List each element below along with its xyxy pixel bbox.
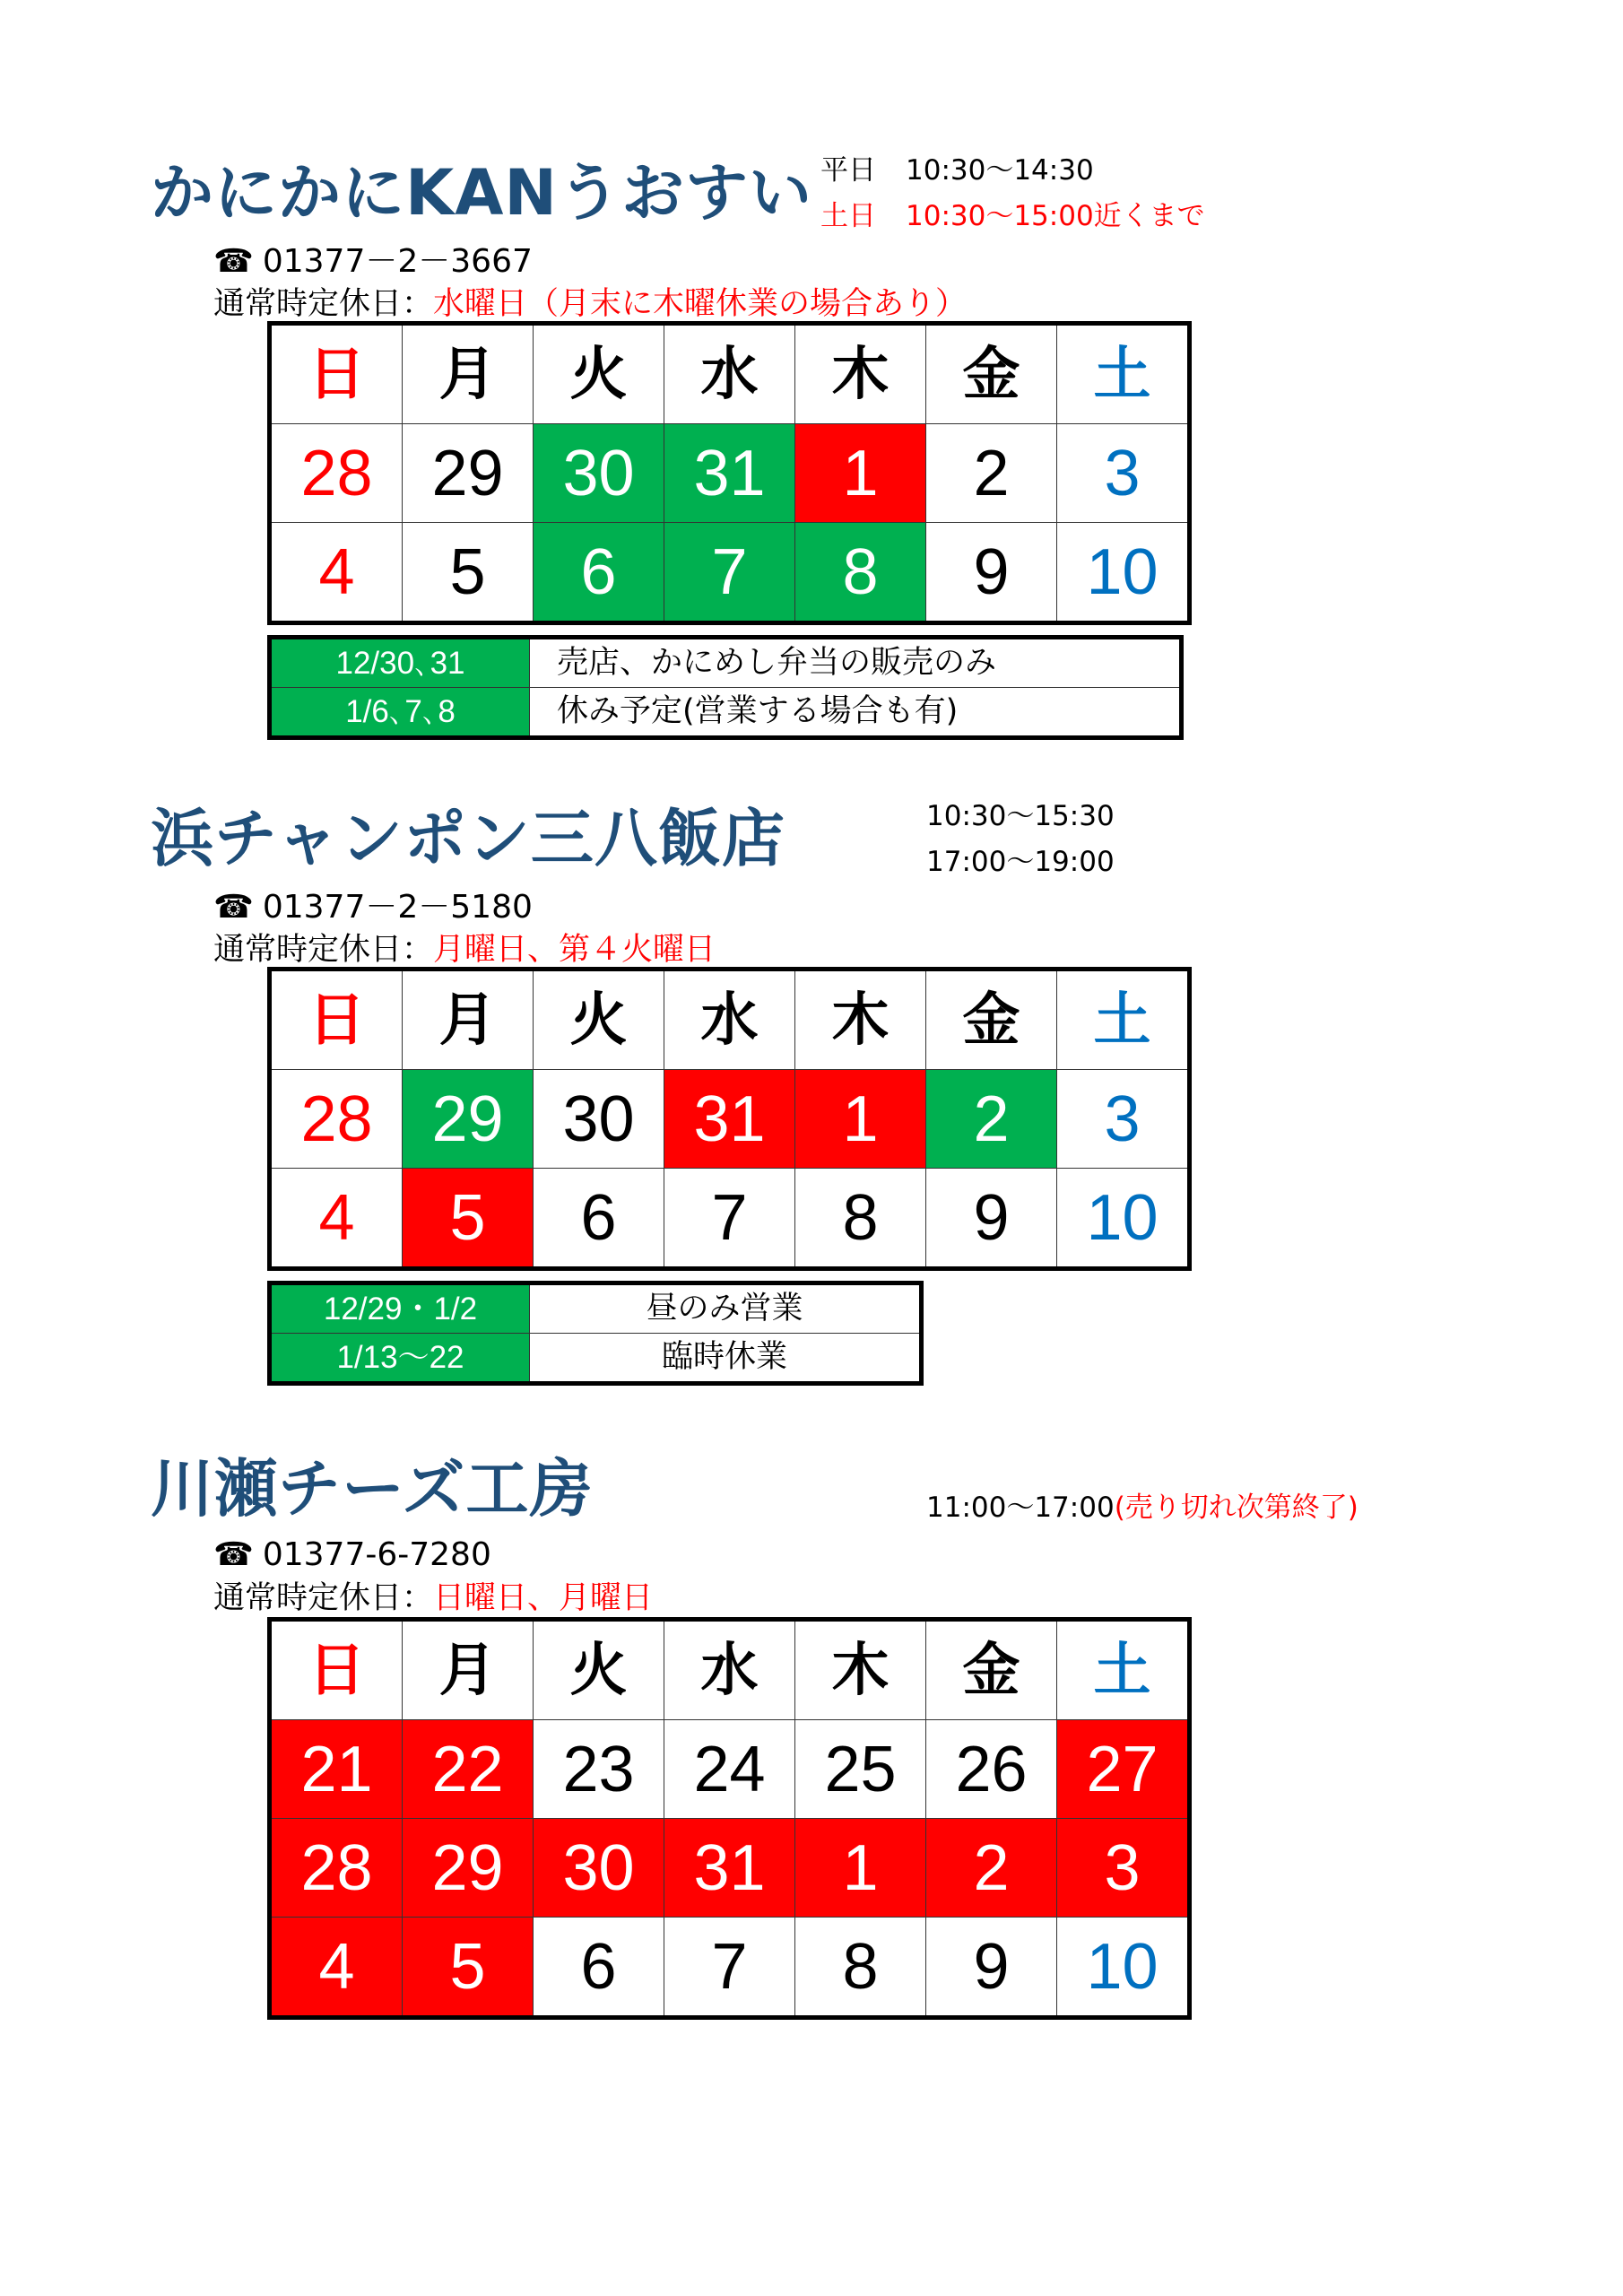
date-cell-closed: 2 — [926, 1819, 1057, 1918]
weekday-header: 土 — [1057, 324, 1190, 424]
date-cell-special: 7 — [664, 523, 795, 623]
telephone-icon: ☎ — [213, 1536, 254, 1573]
holiday-label: 通常時定休日： — [213, 286, 434, 322]
weekday-header: 木 — [795, 1620, 926, 1720]
weekday-header: 水 — [664, 970, 795, 1070]
calendar-week-row — [270, 1720, 1190, 1819]
notes-table — [267, 635, 1184, 740]
calendar-week-row — [270, 1819, 1190, 1918]
date-cell: 4 — [270, 1169, 403, 1269]
regular-holiday — [213, 1580, 654, 1616]
hours-weekend — [820, 200, 1205, 232]
phone-line — [213, 891, 533, 924]
hours-time: 10:30～15:00近くまで — [906, 200, 1205, 232]
date-cell-closed: 28 — [270, 1819, 403, 1918]
note-dates: 12/30､31 — [270, 638, 530, 688]
telephone-icon: ☎ — [213, 889, 254, 926]
date-cell-closed: 5 — [403, 1918, 534, 2018]
note-row — [270, 638, 1182, 688]
calendar-week-row — [270, 424, 1190, 523]
date-cell-closed: 3 — [1057, 1819, 1190, 1918]
phone-line — [213, 243, 533, 280]
date-cell: 24 — [664, 1720, 795, 1819]
weekday-header: 火 — [534, 970, 664, 1070]
date-cell: 2 — [926, 424, 1057, 523]
weekday-header: 日 — [270, 970, 403, 1070]
shop-title: 川瀬チーズ工房 — [151, 1452, 594, 1526]
phone-number: 01377－2－5180 — [262, 889, 533, 926]
hours-note: (売り切れ次第終了) — [1114, 1492, 1358, 1524]
note-text: 売店、かにめし弁当の販売のみ — [530, 638, 1182, 688]
calendar-week-row — [270, 1918, 1190, 2018]
holiday-value: 水曜日（月末に木曜休業の場合あり） — [433, 286, 968, 322]
date-cell: 3 — [1057, 424, 1190, 523]
telephone-icon: ☎ — [213, 243, 254, 280]
weekday-header: 金 — [926, 324, 1057, 424]
note-row — [270, 688, 1182, 738]
date-cell: 3 — [1057, 1070, 1190, 1169]
date-cell-closed: 31 — [664, 1819, 795, 1918]
date-cell: 26 — [926, 1720, 1057, 1819]
calendar-table — [267, 1617, 1192, 2020]
weekday-header: 火 — [534, 324, 664, 424]
phone-line — [213, 1536, 491, 1573]
note-text: 昼のみ営業 — [530, 1283, 922, 1334]
weekday-header: 水 — [664, 324, 795, 424]
regular-holiday — [213, 932, 716, 968]
hours-time: 11:00～17:00 — [926, 1492, 1115, 1524]
date-cell-special: 30 — [534, 424, 664, 523]
hours-label: 平日 — [820, 154, 876, 187]
date-cell: 9 — [926, 1918, 1057, 2018]
date-cell-special: 31 — [664, 424, 795, 523]
date-cell: 10 — [1057, 1169, 1190, 1269]
calendar-table — [267, 321, 1192, 625]
date-cell: 23 — [534, 1720, 664, 1819]
date-cell-closed: 31 — [664, 1070, 795, 1169]
hours-line-1: 10:30～15:30 — [926, 800, 1115, 832]
date-cell: 9 — [926, 1169, 1057, 1269]
date-cell: 30 — [534, 1070, 664, 1169]
shop-title: 浜チャンポン三八飯店 — [151, 802, 785, 875]
date-cell: 28 — [270, 1070, 403, 1169]
date-cell: 29 — [403, 424, 534, 523]
weekday-header: 土 — [1057, 970, 1190, 1070]
date-cell-special: 6 — [534, 523, 664, 623]
hours-label: 土日 — [820, 200, 876, 232]
date-cell-special: 2 — [926, 1070, 1057, 1169]
weekday-header: 木 — [795, 970, 926, 1070]
shop-title: かにかにKANうおすい — [151, 156, 813, 230]
date-cell: 4 — [270, 523, 403, 623]
holiday-label: 通常時定休日： — [213, 932, 434, 968]
hours-line-2: 17:00～19:00 — [926, 846, 1115, 878]
date-cell: 10 — [1057, 1918, 1190, 2018]
weekday-header: 火 — [534, 1620, 664, 1720]
weekday-header: 水 — [664, 1620, 795, 1720]
calendar-week-row — [270, 1169, 1190, 1269]
date-cell-closed: 22 — [403, 1720, 534, 1819]
notes-table — [267, 1281, 924, 1386]
holiday-value: 月曜日、第４火曜日 — [433, 932, 716, 968]
hours-time: 10:30～14:30 — [906, 154, 1094, 187]
date-cell: 25 — [795, 1720, 926, 1819]
date-cell-closed: 27 — [1057, 1720, 1190, 1819]
date-cell: 8 — [795, 1169, 926, 1269]
date-cell-closed: 5 — [403, 1169, 534, 1269]
weekday-header-row — [270, 970, 1190, 1070]
date-cell-special: 29 — [403, 1070, 534, 1169]
date-cell: 6 — [534, 1169, 664, 1269]
date-cell: 9 — [926, 523, 1057, 623]
note-text: 臨時休業 — [530, 1334, 922, 1384]
note-text: 休み予定(営業する場合も有) — [530, 688, 1182, 738]
date-cell: 8 — [795, 1918, 926, 2018]
date-cell-closed: 21 — [270, 1720, 403, 1819]
date-cell: 7 — [664, 1918, 795, 2018]
date-cell-special: 8 — [795, 523, 926, 623]
phone-number: 01377－2－3667 — [262, 243, 533, 280]
note-dates: 1/13～22 — [270, 1334, 530, 1384]
weekday-header: 月 — [403, 324, 534, 424]
date-cell-closed: 4 — [270, 1918, 403, 2018]
weekday-header: 木 — [795, 324, 926, 424]
date-cell-closed: 1 — [795, 1819, 926, 1918]
holiday-value: 日曜日、月曜日 — [433, 1580, 654, 1616]
weekday-header: 土 — [1057, 1620, 1190, 1720]
hours-line — [926, 1494, 1358, 1522]
date-cell-closed: 1 — [795, 1070, 926, 1169]
weekday-header: 月 — [403, 970, 534, 1070]
weekday-header: 日 — [270, 1620, 403, 1720]
date-cell: 6 — [534, 1918, 664, 2018]
date-cell: 5 — [403, 523, 534, 623]
calendar-week-row — [270, 523, 1190, 623]
phone-number: 01377-6-7280 — [262, 1536, 491, 1573]
weekday-header-row — [270, 1620, 1190, 1720]
date-cell-closed: 29 — [403, 1819, 534, 1918]
date-cell: 7 — [664, 1169, 795, 1269]
note-dates: 12/29・1/2 — [270, 1283, 530, 1334]
note-row — [270, 1334, 922, 1384]
regular-holiday — [213, 286, 968, 322]
holiday-label: 通常時定休日： — [213, 1580, 434, 1616]
date-cell-closed: 1 — [795, 424, 926, 523]
weekday-header: 日 — [270, 324, 403, 424]
date-cell: 28 — [270, 424, 403, 523]
weekday-header: 金 — [926, 1620, 1057, 1720]
weekday-header: 月 — [403, 1620, 534, 1720]
weekday-header: 金 — [926, 970, 1057, 1070]
note-row — [270, 1283, 922, 1334]
date-cell-closed: 30 — [534, 1819, 664, 1918]
weekday-header-row — [270, 324, 1190, 424]
note-dates: 1/6､7､8 — [270, 688, 530, 738]
date-cell: 10 — [1057, 523, 1190, 623]
hours-weekday — [820, 154, 1094, 187]
calendar-week-row — [270, 1070, 1190, 1169]
calendar-table — [267, 967, 1192, 1271]
